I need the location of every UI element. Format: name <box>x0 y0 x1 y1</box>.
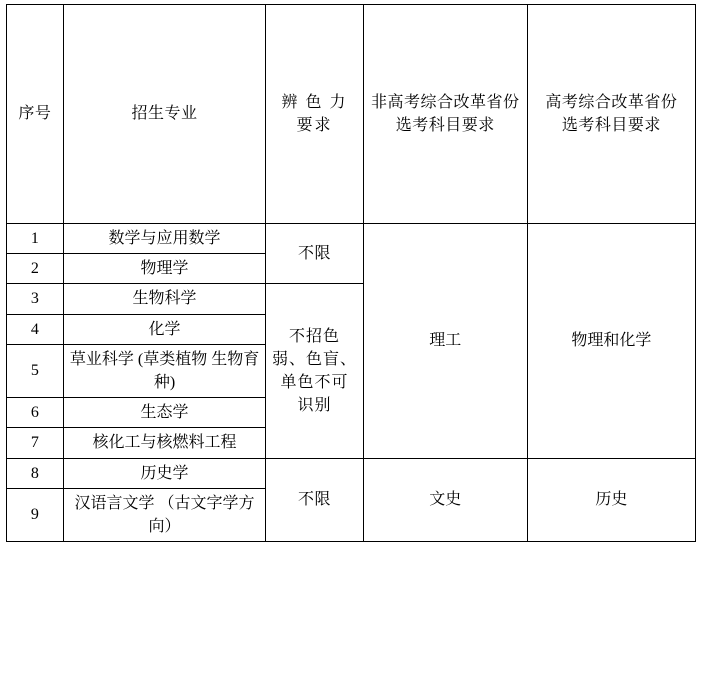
header-label-reform-line2: 选考科目要求 <box>561 117 661 134</box>
table-row <box>7 458 696 488</box>
cell-major: 核化工与核燃料工程 <box>63 428 266 458</box>
cell-major-line1: 草业科学 (草类植物 <box>69 350 208 368</box>
header-label-no: 序号 <box>18 105 52 123</box>
header-cell-major <box>63 5 266 224</box>
cell-major <box>63 344 266 397</box>
header-label-reform-line1: 高考综合改革省份 <box>545 93 678 111</box>
cell-major: 物理学 <box>63 254 266 284</box>
cell-major: 历史学 <box>63 458 266 488</box>
color-restricted-line2: 弱、色盲、 <box>272 350 358 368</box>
cell-major-line2: （古文字学方向） <box>148 494 255 535</box>
cell-color-vision-restricted <box>266 284 363 458</box>
cell-no: 6 <box>7 398 64 428</box>
table-header-row <box>7 5 696 224</box>
header-label-color-vision-line2: 要求 <box>296 117 333 134</box>
cell-non-reform-science: 理工 <box>363 224 527 459</box>
cell-no: 8 <box>7 458 64 488</box>
cell-color-vision-unrestricted-bottom: 不限 <box>266 458 363 542</box>
admission-majors-table <box>6 4 696 542</box>
cell-no: 3 <box>7 284 64 314</box>
header-label-non-reform: 非高考综合改革省份选考科目要求 <box>370 93 520 134</box>
color-restricted-line3: 单色不可 <box>280 373 349 391</box>
color-restricted-line1: 不招色 <box>289 327 341 345</box>
cell-no: 4 <box>7 314 64 344</box>
header-label-major: 招生专业 <box>131 105 198 123</box>
cell-no: 2 <box>7 254 64 284</box>
cell-reform-arts: 历史 <box>527 458 695 542</box>
cell-no: 7 <box>7 428 64 458</box>
color-restricted-line4: 识别 <box>297 397 332 415</box>
cell-major: 化学 <box>63 314 266 344</box>
header-cell-non-reform <box>363 5 527 224</box>
header-label-color-vision-line1: 辨 色 力 <box>281 93 348 111</box>
cell-major: 数学与应用数学 <box>63 224 266 254</box>
cell-major: 生态学 <box>63 398 266 428</box>
header-cell-color-vision <box>266 5 363 224</box>
cell-no: 9 <box>7 488 64 541</box>
cell-reform-science: 物理和化学 <box>527 224 695 459</box>
cell-major <box>63 488 266 541</box>
cell-no: 5 <box>7 344 64 397</box>
cell-major-line1: 汉语言文学 <box>74 494 155 512</box>
header-cell-reform <box>527 5 695 224</box>
cell-major-line2: 生物育种) <box>153 350 260 391</box>
cell-no: 1 <box>7 224 64 254</box>
table-row <box>7 224 696 254</box>
cell-non-reform-arts: 文史 <box>363 458 527 542</box>
cell-color-vision-unrestricted-top: 不限 <box>266 224 363 284</box>
cell-major: 生物科学 <box>63 284 266 314</box>
header-cell-no <box>7 5 64 224</box>
